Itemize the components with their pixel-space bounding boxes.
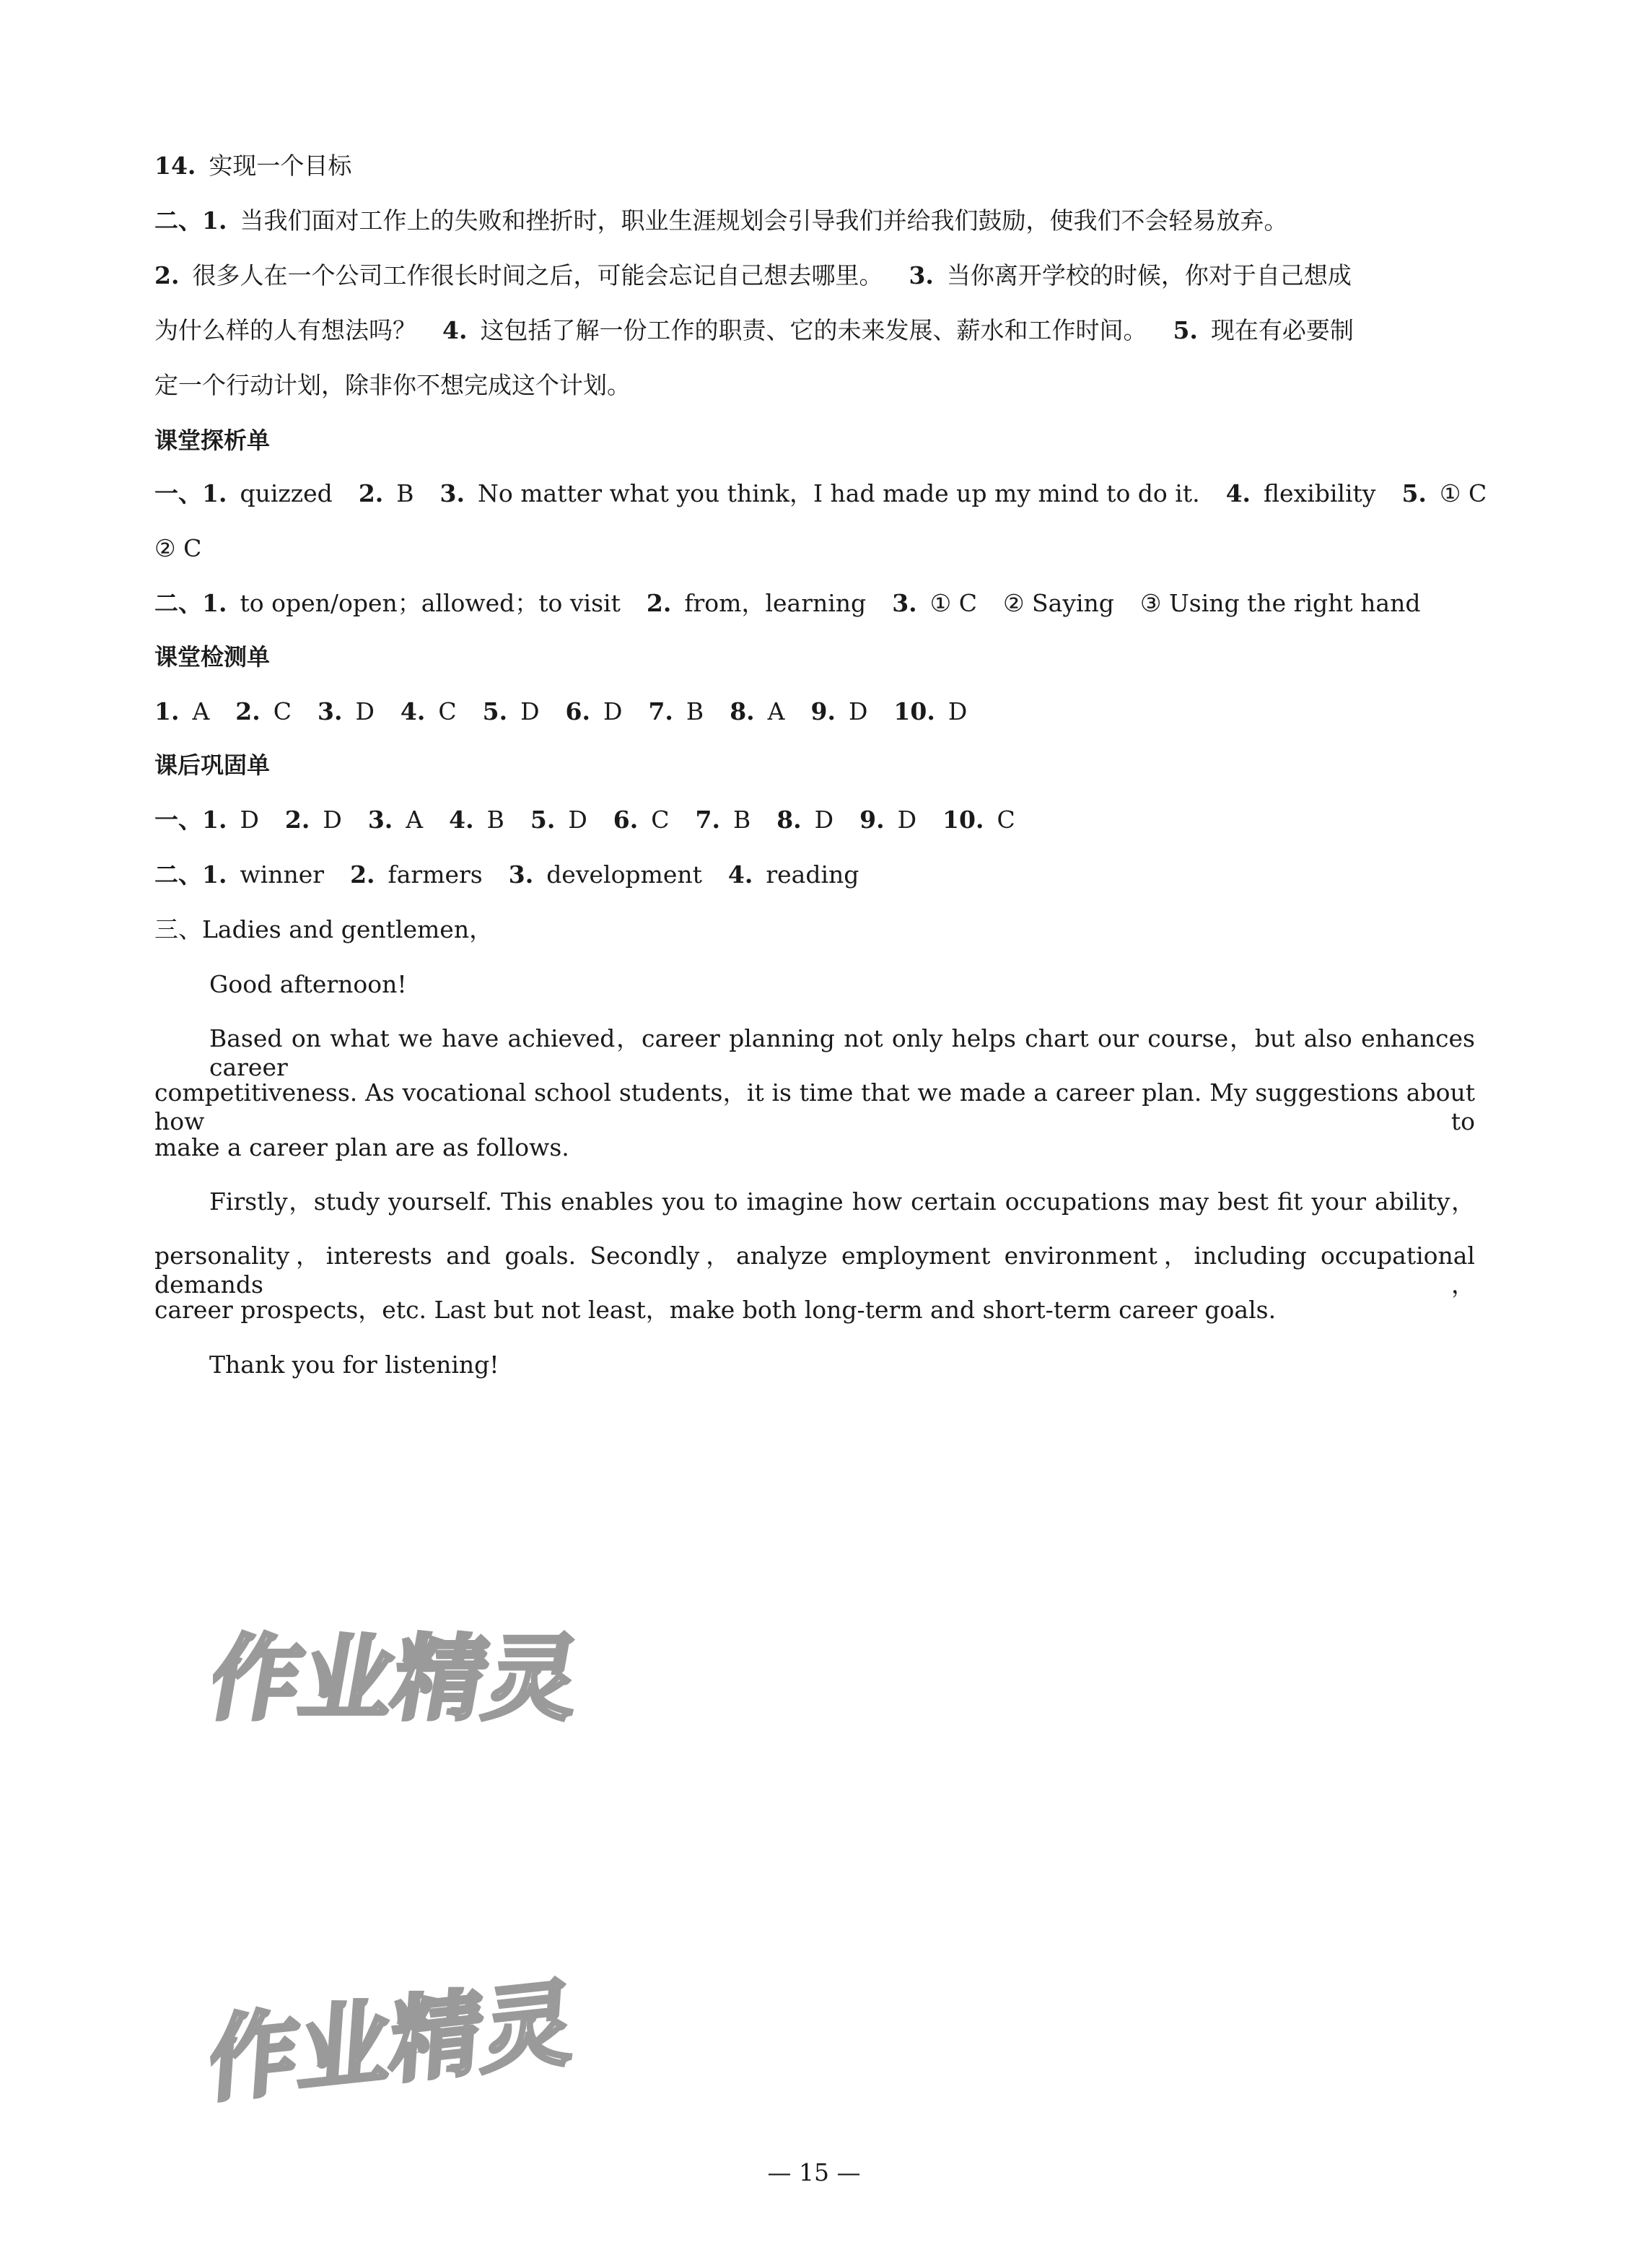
translation-text: 当我们面对工作上的失败和挫折时，职业生涯规划会引导我们并给我们鼓励，使我们不会轻易放弃。 — [240, 206, 1288, 235]
watermark-logo — [204, 1957, 619, 2121]
answer-text: winner — [240, 860, 325, 889]
answer-text: No matter what you think，I had made up my mind to do it. — [477, 479, 1200, 507]
item-number: 5. — [482, 697, 508, 725]
item-number: 4. — [1225, 479, 1251, 507]
answer-text: quizzed — [240, 479, 333, 507]
answer-text: D — [240, 806, 259, 834]
item-number: 10. — [942, 806, 984, 834]
answer-text: D — [814, 806, 834, 834]
item-number: 5. — [1173, 316, 1198, 344]
answer-text: D — [520, 697, 540, 725]
item-number: 6. — [613, 806, 639, 834]
answer-text: A — [192, 697, 210, 725]
essay-para1-line2: competitiveness. As vocational school students，it is time that we made a career plan. My suggestions about how to — [154, 1078, 1475, 1135]
answer-text: to open/open；allowed；to visit — [240, 589, 621, 617]
item-number: 8. — [730, 697, 755, 725]
explore-part1-line-cont — [154, 534, 1475, 563]
item-number: 7. — [695, 806, 720, 834]
answer-text: C — [651, 806, 670, 834]
item-number: 1. — [154, 697, 180, 725]
answer-text: D — [355, 697, 375, 725]
item-number: 2. — [646, 589, 672, 617]
answer-text: ② Saying — [1002, 589, 1114, 617]
translation-line-1 — [154, 206, 1475, 235]
answer-text: C — [273, 697, 292, 725]
section-prefix: 二、 — [154, 206, 202, 235]
essay-closing: Thank you for listening! — [209, 1351, 499, 1379]
item-number: 2. — [235, 697, 261, 725]
item-number: 3. — [439, 479, 465, 507]
item-number: 3. — [318, 697, 343, 725]
item-number: 2. — [350, 860, 375, 889]
watermark-logo — [213, 1617, 617, 1740]
answer-text: C — [438, 697, 457, 725]
answer-text: ① C — [1439, 479, 1487, 507]
essay-para2-line3: career prospects，etc. Last but not least，make both long-term and short-term career goals. — [154, 1296, 1277, 1324]
item-number: 9. — [859, 806, 885, 834]
svg-text:作业精灵: 作业精灵 — [213, 1625, 588, 1733]
explore-part1-line — [154, 479, 1487, 508]
explore-part2-line — [154, 589, 1475, 618]
item-number: 2. — [358, 479, 384, 507]
item-number: 10. — [893, 697, 935, 725]
item-number: 5. — [530, 806, 556, 834]
watermark-graphic — [213, 1617, 617, 1740]
item-number: 2. — [284, 806, 310, 834]
item-number: 3. — [909, 261, 934, 289]
answer-line-14 — [154, 152, 1475, 180]
answer-text: D — [323, 806, 342, 834]
answer-text: from，learning — [684, 589, 867, 617]
section-title-explore: 课堂探析单 — [154, 427, 271, 454]
essay-para2-line2: personality，interests and goals. Secondly，analyze employment environment，including occupational demands， — [154, 1242, 1475, 1299]
answer-text: B — [396, 479, 414, 507]
item-number: 4. — [400, 697, 426, 725]
answer-text: development — [546, 860, 702, 889]
item-number: 9. — [810, 697, 836, 725]
essay-para1-line3: make a career plan are as follows. — [154, 1133, 569, 1161]
page-number: — 15 — — [767, 2158, 861, 2186]
translation-line-4 — [154, 371, 1475, 400]
translation-text: 为什么样的人有想法吗？ — [154, 316, 416, 344]
answer-text: flexibility — [1264, 479, 1376, 507]
answer-text: B — [732, 806, 751, 834]
item-number: 4. — [449, 806, 474, 834]
answer-text: D — [948, 697, 968, 725]
item-number: 7. — [648, 697, 673, 725]
essay-para2-line1: Firstly，study yourself. This enables you to imagine how certain occupations may best fit your ability， — [209, 1187, 1475, 1216]
answer-text: D — [848, 697, 868, 725]
essay-greeting: Good afternoon! — [209, 970, 407, 998]
item-number: 3. — [508, 860, 534, 889]
translation-line-2 — [154, 261, 1475, 290]
item-number: 1. — [202, 806, 227, 834]
section-prefix: 一、 — [154, 806, 202, 834]
essay-salutation — [154, 915, 1475, 944]
item-number: 1. — [202, 206, 227, 235]
section-title-test: 课堂检测单 — [154, 643, 271, 671]
section-prefix: 一、 — [154, 479, 202, 507]
answer-text: D — [568, 806, 587, 834]
item-number: 1. — [202, 589, 227, 617]
after-part2-line — [154, 860, 1475, 889]
answer-text: C — [997, 806, 1015, 834]
translation-text: 当你离开学校的时候，你对于自己想成 — [946, 261, 1352, 289]
item-number: 8. — [776, 806, 802, 834]
after-part1-line — [154, 806, 1475, 834]
answer-text: B — [486, 806, 504, 834]
translation-text: 定一个行动计划，除非你不想完成这个计划。 — [154, 371, 631, 399]
item-number: 4. — [442, 316, 468, 344]
answer-text: 实现一个目标 — [209, 152, 352, 180]
translation-text: 现在有必要制 — [1210, 316, 1354, 344]
item-number: 6. — [565, 697, 590, 725]
svg-text:作业精灵: 作业精灵 — [204, 1968, 578, 2116]
translation-text: 很多人在一个公司工作很长时间之后，可能会忘记自己想去哪里。 — [192, 261, 883, 289]
translation-text: 这包括了解一份工作的职责、它的未来发展、薪水和工作时间。 — [480, 316, 1147, 344]
answer-text: ① C — [929, 589, 977, 617]
watermark-graphic — [204, 1957, 619, 2121]
item-number: 3. — [892, 589, 917, 617]
translation-line-3 — [154, 316, 1475, 345]
item-number: 14. — [154, 152, 196, 180]
test-answers-line — [154, 697, 1475, 726]
answer-text: A — [767, 697, 785, 725]
item-number: 1. — [202, 479, 227, 507]
answer-text: B — [686, 697, 704, 725]
item-number: 1. — [202, 860, 227, 889]
section-prefix: 三、 — [154, 915, 202, 943]
answer-text: ③ Using the right hand — [1139, 589, 1421, 617]
answer-text: D — [603, 697, 623, 725]
answer-text: ② C — [154, 534, 202, 562]
answer-text: A — [406, 806, 424, 834]
item-number: 5. — [1401, 479, 1427, 507]
section-title-after-class: 课后巩固单 — [154, 751, 271, 779]
item-number: 2. — [154, 261, 180, 289]
essay-para1-line1: Based on what we have achieved，career planning not only helps chart our course，but also enhances career — [209, 1024, 1475, 1081]
section-prefix: 二、 — [154, 860, 202, 889]
answer-text: farmers — [388, 860, 483, 889]
item-number: 4. — [727, 860, 753, 889]
section-prefix: 二、 — [154, 589, 202, 617]
answer-text: reading — [766, 860, 859, 889]
item-number: 3. — [367, 806, 393, 834]
answer-text: D — [897, 806, 917, 834]
salutation-text: Ladies and gentlemen， — [202, 915, 494, 943]
